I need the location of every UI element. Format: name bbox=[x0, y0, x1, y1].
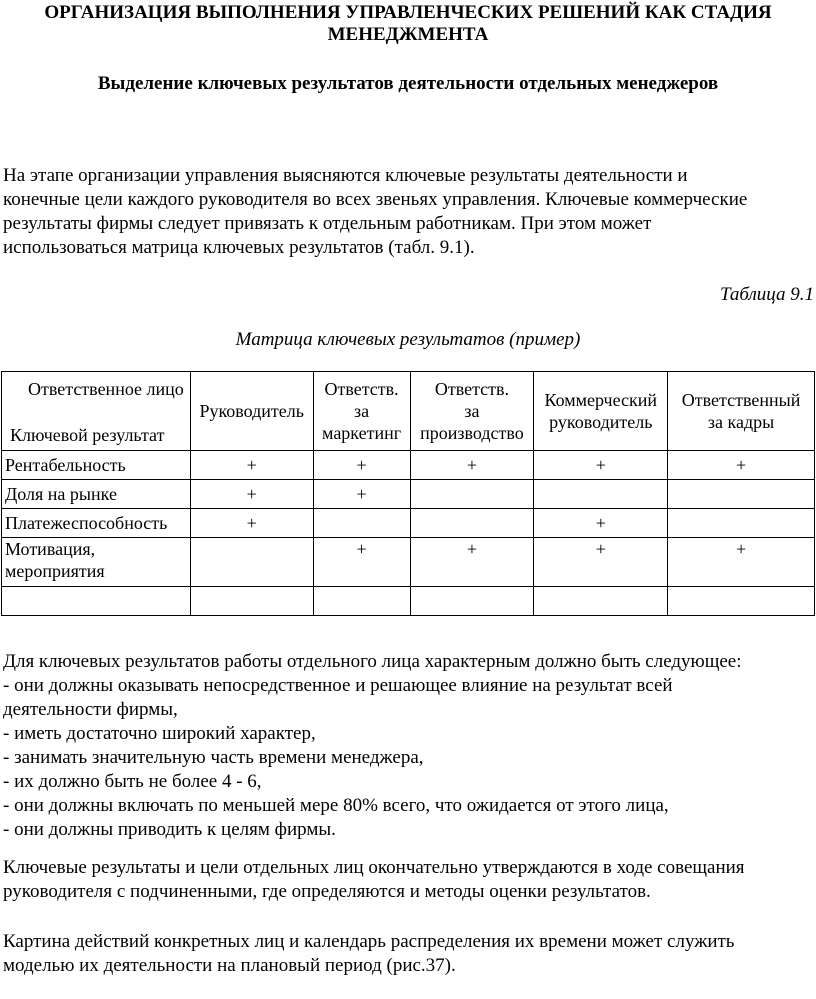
table-row bbox=[2, 509, 815, 538]
matrix-cell bbox=[190, 587, 313, 616]
row-label bbox=[2, 587, 191, 616]
section-subtitle: Выделение ключевых результатов деятельности отдельных менеджеров bbox=[97, 73, 719, 94]
matrix-cell: + bbox=[668, 451, 815, 480]
column-header-line: маркетинг bbox=[322, 423, 402, 443]
matrix-cell bbox=[534, 587, 668, 616]
matrix-cell: + bbox=[534, 451, 668, 480]
table-row bbox=[2, 538, 815, 587]
table-row-empty bbox=[2, 587, 815, 616]
column-header-line: Ответств. bbox=[434, 379, 510, 399]
matrix-cell bbox=[313, 587, 410, 616]
matrix-cell bbox=[410, 509, 534, 538]
matrix-cell bbox=[534, 480, 668, 509]
matrix-cell bbox=[668, 509, 815, 538]
table-caption: Таблица 9.1 bbox=[720, 284, 814, 305]
matrix-cell: + bbox=[410, 451, 534, 480]
table-row bbox=[2, 480, 815, 509]
matrix-cell: + bbox=[313, 451, 410, 480]
table-header-row bbox=[2, 372, 815, 451]
matrix-cell: + bbox=[313, 538, 410, 587]
matrix-cell: + bbox=[190, 480, 313, 509]
matrix-cell: + bbox=[313, 480, 410, 509]
matrix-cell bbox=[410, 480, 534, 509]
row-label: Доля на рынке bbox=[2, 480, 191, 509]
corner-header-cell bbox=[2, 372, 191, 451]
column-header-line: Руководитель bbox=[199, 401, 304, 421]
table-row bbox=[2, 451, 815, 480]
corner-top-label: Ответственное лицо bbox=[27, 379, 184, 399]
column-header-line: за кадры bbox=[707, 412, 775, 432]
matrix-cell bbox=[190, 538, 313, 587]
column-header bbox=[668, 372, 815, 451]
row-label: Мотивация, мероприятия bbox=[2, 538, 191, 587]
requirements-paragraph: Для ключевых результатов работы отдельного лица характерным должно быть следующее: - они должны оказывать непосредственное и решающее влияние на результат всей деятельности фирмы, - иметь достаточно широкий характер, - занимать значительную часть времени менеджера, - их должно быть не более 4 - 6, - они должны включать по меньшей мере 80% всего, что ожидается от этого лица, - они должны приводить к целям фирмы. bbox=[3, 651, 742, 840]
approval-paragraph: Ключевые результаты и цели отдельных лиц окончательно утверждаются в ходе совещания руководителя с подчиненными, где определяются и методы оценки результатов. bbox=[3, 857, 745, 902]
matrix-cell: + bbox=[668, 538, 815, 587]
column-header bbox=[410, 372, 534, 451]
matrix-cell bbox=[668, 480, 815, 509]
closing-paragraph: Картина действий конкретных лиц и календарь распределения их времени может служить моделью их деятельности на плановый период (рис.37). bbox=[3, 931, 735, 976]
column-header-line: Коммерческий bbox=[544, 390, 658, 410]
matrix-cell bbox=[313, 509, 410, 538]
matrix-cell: + bbox=[534, 509, 668, 538]
page-title: ОРГАНИЗАЦИЯ ВЫПОЛНЕНИЯ УПРАВЛЕНЧЕСКИХ РЕШЕНИЙ КАК СТАДИЯ МЕНЕДЖМЕНТА bbox=[44, 2, 772, 45]
row-label: Рентабельность bbox=[2, 451, 191, 480]
column-header-line: Ответств. bbox=[324, 379, 399, 399]
matrix-cell: + bbox=[190, 451, 313, 480]
column-header-line: за bbox=[354, 401, 370, 421]
column-header bbox=[190, 372, 313, 451]
intro-paragraph: На этапе организации управления выясняются ключевые результаты деятельности и конечные цели каждого руководителя во всех звеньях управления. Ключевые коммерческие результаты фирмы следует привязать к отдельным работникам. При этом может использоваться матрица ключевых результатов (табл. 9.1). bbox=[3, 165, 748, 258]
column-header-line: за bbox=[464, 401, 480, 421]
matrix-cell: + bbox=[534, 538, 668, 587]
matrix-cell bbox=[668, 587, 815, 616]
matrix-cell: + bbox=[410, 538, 534, 587]
key-results-matrix bbox=[1, 371, 815, 616]
column-header bbox=[534, 372, 668, 451]
corner-bottom-label: Ключевой результат bbox=[10, 425, 165, 445]
matrix-cell: + bbox=[190, 509, 313, 538]
column-header-line: производство bbox=[420, 423, 524, 443]
column-header-line: руководитель bbox=[549, 412, 653, 432]
column-header bbox=[313, 372, 410, 451]
matrix-cell bbox=[410, 587, 534, 616]
row-label: Платежеспособность bbox=[2, 509, 191, 538]
table-title: Матрица ключевых результатов (пример) bbox=[235, 329, 581, 350]
column-header-line: Ответственный bbox=[681, 390, 801, 410]
